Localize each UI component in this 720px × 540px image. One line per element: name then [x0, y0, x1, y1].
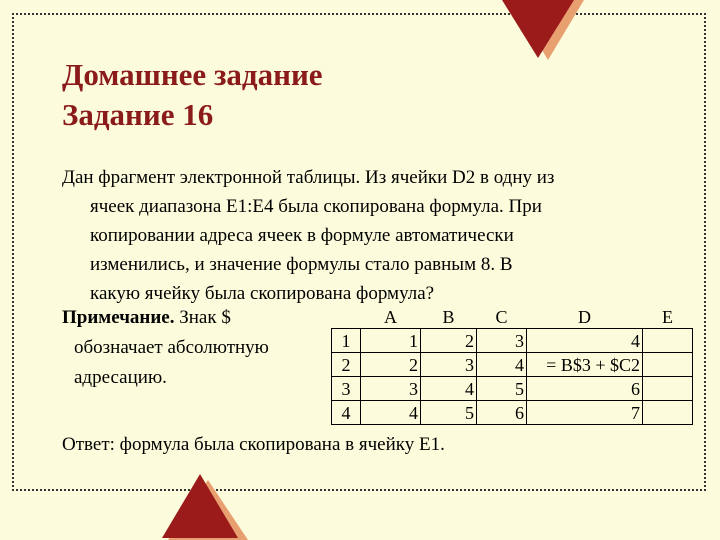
column-header-e: E	[662, 306, 673, 327]
down-triangle-decoration	[498, 0, 588, 62]
cell-e3	[643, 377, 693, 401]
row-header-1: 1	[332, 329, 361, 353]
answer-text: Ответ: формула была скопирована в ячейку E1.	[62, 434, 445, 455]
column-header-c: C	[495, 306, 508, 327]
cell-b2: 3	[421, 353, 477, 377]
cell-b1: 2	[421, 329, 477, 353]
note-line-1-rest: Знак $	[174, 307, 231, 328]
table-row	[332, 329, 693, 353]
note-label: Примечание.	[62, 307, 175, 328]
task-line-5: какую ячейку была скопирована формула?	[90, 283, 435, 304]
table-row	[332, 377, 693, 401]
cell-a3: 3	[361, 377, 421, 401]
cell-c1: 3	[477, 329, 527, 353]
cell-c4: 6	[477, 401, 527, 425]
cell-e2	[643, 353, 693, 377]
note-text	[62, 303, 269, 393]
cell-e1	[643, 329, 693, 353]
note-line-2: обозначает абсолютную	[74, 337, 269, 358]
column-header-row	[332, 305, 693, 329]
note-line-1	[62, 303, 269, 333]
table-row	[332, 353, 693, 377]
cell-d1: 4	[527, 329, 643, 353]
cell-b4: 5	[421, 401, 477, 425]
task-line-4: изменились, и значение формулы стало равным 8. В	[90, 254, 513, 275]
column-header-d: D	[578, 306, 591, 327]
note-line-3: адресацию.	[74, 367, 167, 388]
title-line-2: Задание 16	[62, 97, 214, 132]
cell-d3: 6	[527, 377, 643, 401]
cell-c3: 5	[477, 377, 527, 401]
title-line-1: Домашнее задание	[62, 57, 323, 92]
task-line-2: ячеек диапазона E1:E4 была скопирована формула. При	[90, 196, 542, 217]
cell-d4: 7	[527, 401, 643, 425]
column-header-b: B	[442, 306, 455, 327]
cell-b3: 4	[421, 377, 477, 401]
slide-title	[62, 55, 323, 135]
cell-a2: 2	[361, 353, 421, 377]
spreadsheet-fragment	[331, 305, 693, 425]
column-header-a: A	[384, 306, 397, 327]
cell-c2: 4	[477, 353, 527, 377]
row-header-2: 2	[332, 353, 361, 377]
corner-cell	[332, 305, 361, 329]
row-header-3: 3	[332, 377, 361, 401]
row-header-4: 4	[332, 401, 361, 425]
task-line-3: копировании адреса ячеек в формуле автоматически	[90, 225, 514, 246]
task-line-1: Дан фрагмент электронной таблицы. Из ячейки D2 в одну из	[62, 167, 555, 188]
cell-d2-formula: = B$3 + $C2	[527, 353, 643, 377]
cell-e4	[643, 401, 693, 425]
cell-a1: 1	[361, 329, 421, 353]
task-text	[62, 163, 662, 308]
table-row	[332, 401, 693, 425]
up-triangle-decoration	[162, 472, 252, 540]
cell-a4: 4	[361, 401, 421, 425]
